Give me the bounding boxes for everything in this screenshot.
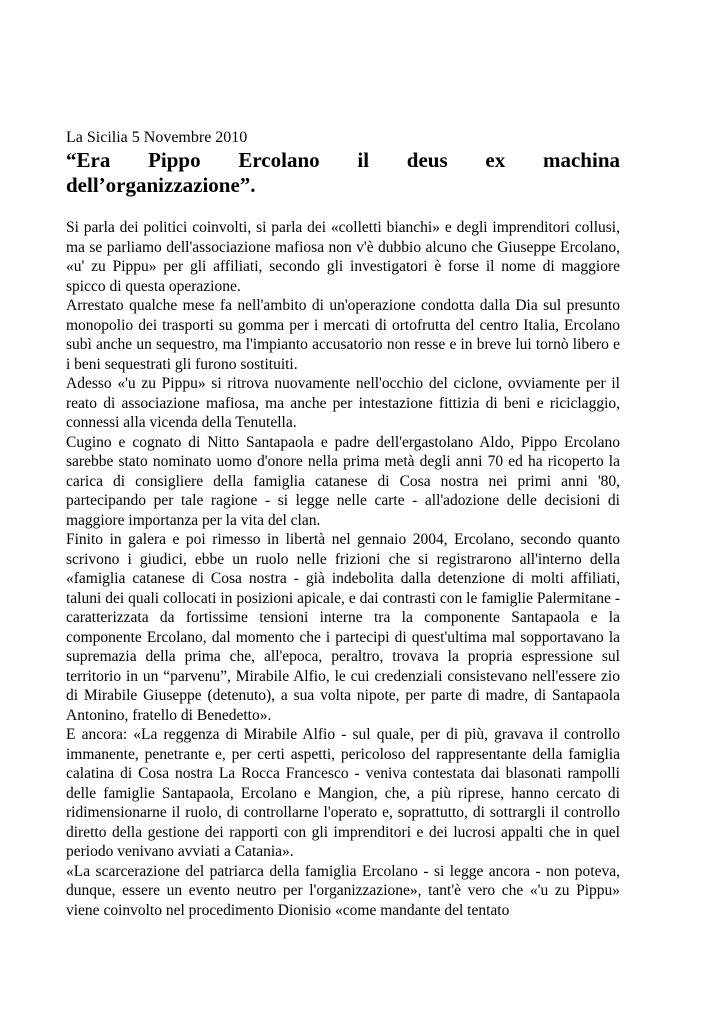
paragraph: Arrestato qualche mese fa nell'ambito di un'operazione condotta dalla Dia sul presunto monopolio dei trasporti su gomma per i mercati di ortofrutta del centro Italia, Ercolano subì anche un sequestro, ma l'impianto accusatorio non resse e in breve lui tornò libero e i beni sequestrati gli furono sostituiti. (66, 297, 620, 373)
article-source: La Sicilia 5 Novembre 2010 (66, 129, 248, 146)
paragraph: Si parla dei politici coinvolti, si parla dei «colletti bianchi» e degli imprenditori collusi, ma se parliamo dell'associazione mafiosa non v'è dubbio alcuno che Giuseppe Ercolano, «u' zu Pippu» per gli affiliati, secondo gli investigatori è forse il nome di maggiore spicco di questa operazione. (66, 219, 620, 295)
article-body (66, 218, 620, 920)
article-headline (66, 148, 620, 198)
paragraph: Finito in galera e poi rimesso in libertà nel gennaio 2004, Ercolano, secondo quanto scrivono i giudici, ebbe un ruolo nelle frizioni che si registrarono all'interno della «famiglia catanese di Cosa nostra - già indebolita dalla detenzione di molti affiliati, taluni dei quali collocati in posizioni apicale, e dai contrasti con le famiglie Palermitane - caratterizzata da fortissime tensioni interne tra la componente Santapaola e la componente Ercolano, dal momento che i partecipi di quest'ultima mal sopportavano la supremazia della prima che, all'epoca, peraltro, trovava la propria espressione sul territorio in un “parvenu”, Mirabile Alfio, le cui credenziali consistevano nell'essere zio di Mirabile Giuseppe (detenuto), a sua volta nipote, per parte di madre, di Santapaola Antonino, fratello di Benedetto». (66, 531, 620, 724)
headline-line-1: “Era Pippo Ercolano il deus ex machina (66, 148, 620, 172)
paragraph: Adesso «'u zu Pippu» si ritrova nuovamente nell'occhio del ciclone, ovviamente per il reato di associazione mafiosa, ma anche per intestazione fittizia di beni e riciclaggio, connessi alla vicenda della Tenutella. (66, 375, 620, 431)
document-page (66, 128, 620, 920)
paragraph: E ancora: «La reggenza di Mirabile Alfio - sul quale, per di più, gravava il controllo immanente, penetrante e, per certi aspetti, pericoloso del rappresentante della famiglia calatina di Cosa nostra La Rocca Francesco - veniva contestata dai blasonati rampolli delle famiglie Santapaola, Ercolano e Mangion, che, a più riprese, hanno cercato di ridimensionarne il ruolo, di controllarne l'operato e, soprattutto, di sottrargli il controllo diretto della gestione dei rapporti con gli imprenditori e dei lucrosi appalti che in quel periodo venivano avviati a Catania». (66, 726, 620, 860)
headline-line-2: dell’organizzazione”. (66, 173, 256, 197)
paragraph: «La scarcerazione del patriarca della famiglia Ercolano - si legge ancora - non poteva, dunque, essere un evento neutro per l'organizzazione», tant'è vero che «'u zu Pippu» viene coinvolto nel procedimento Dionisio «come mandante del tentato (66, 862, 620, 919)
paragraph: Cugino e cognato di Nitto Santapaola e padre dell'ergastolano Aldo, Pippo Ercolano sarebbe stato nominato uomo d'onore nella prima metà degli anni 70 ed ha ricoperto la carica di consigliere della famiglia catanese di Cosa nostra nei primi anni '80, partecipando per tale ragione - si legge nelle carte - all'adozione delle decisioni di maggiore importanza per la vita del clan. (66, 433, 620, 529)
